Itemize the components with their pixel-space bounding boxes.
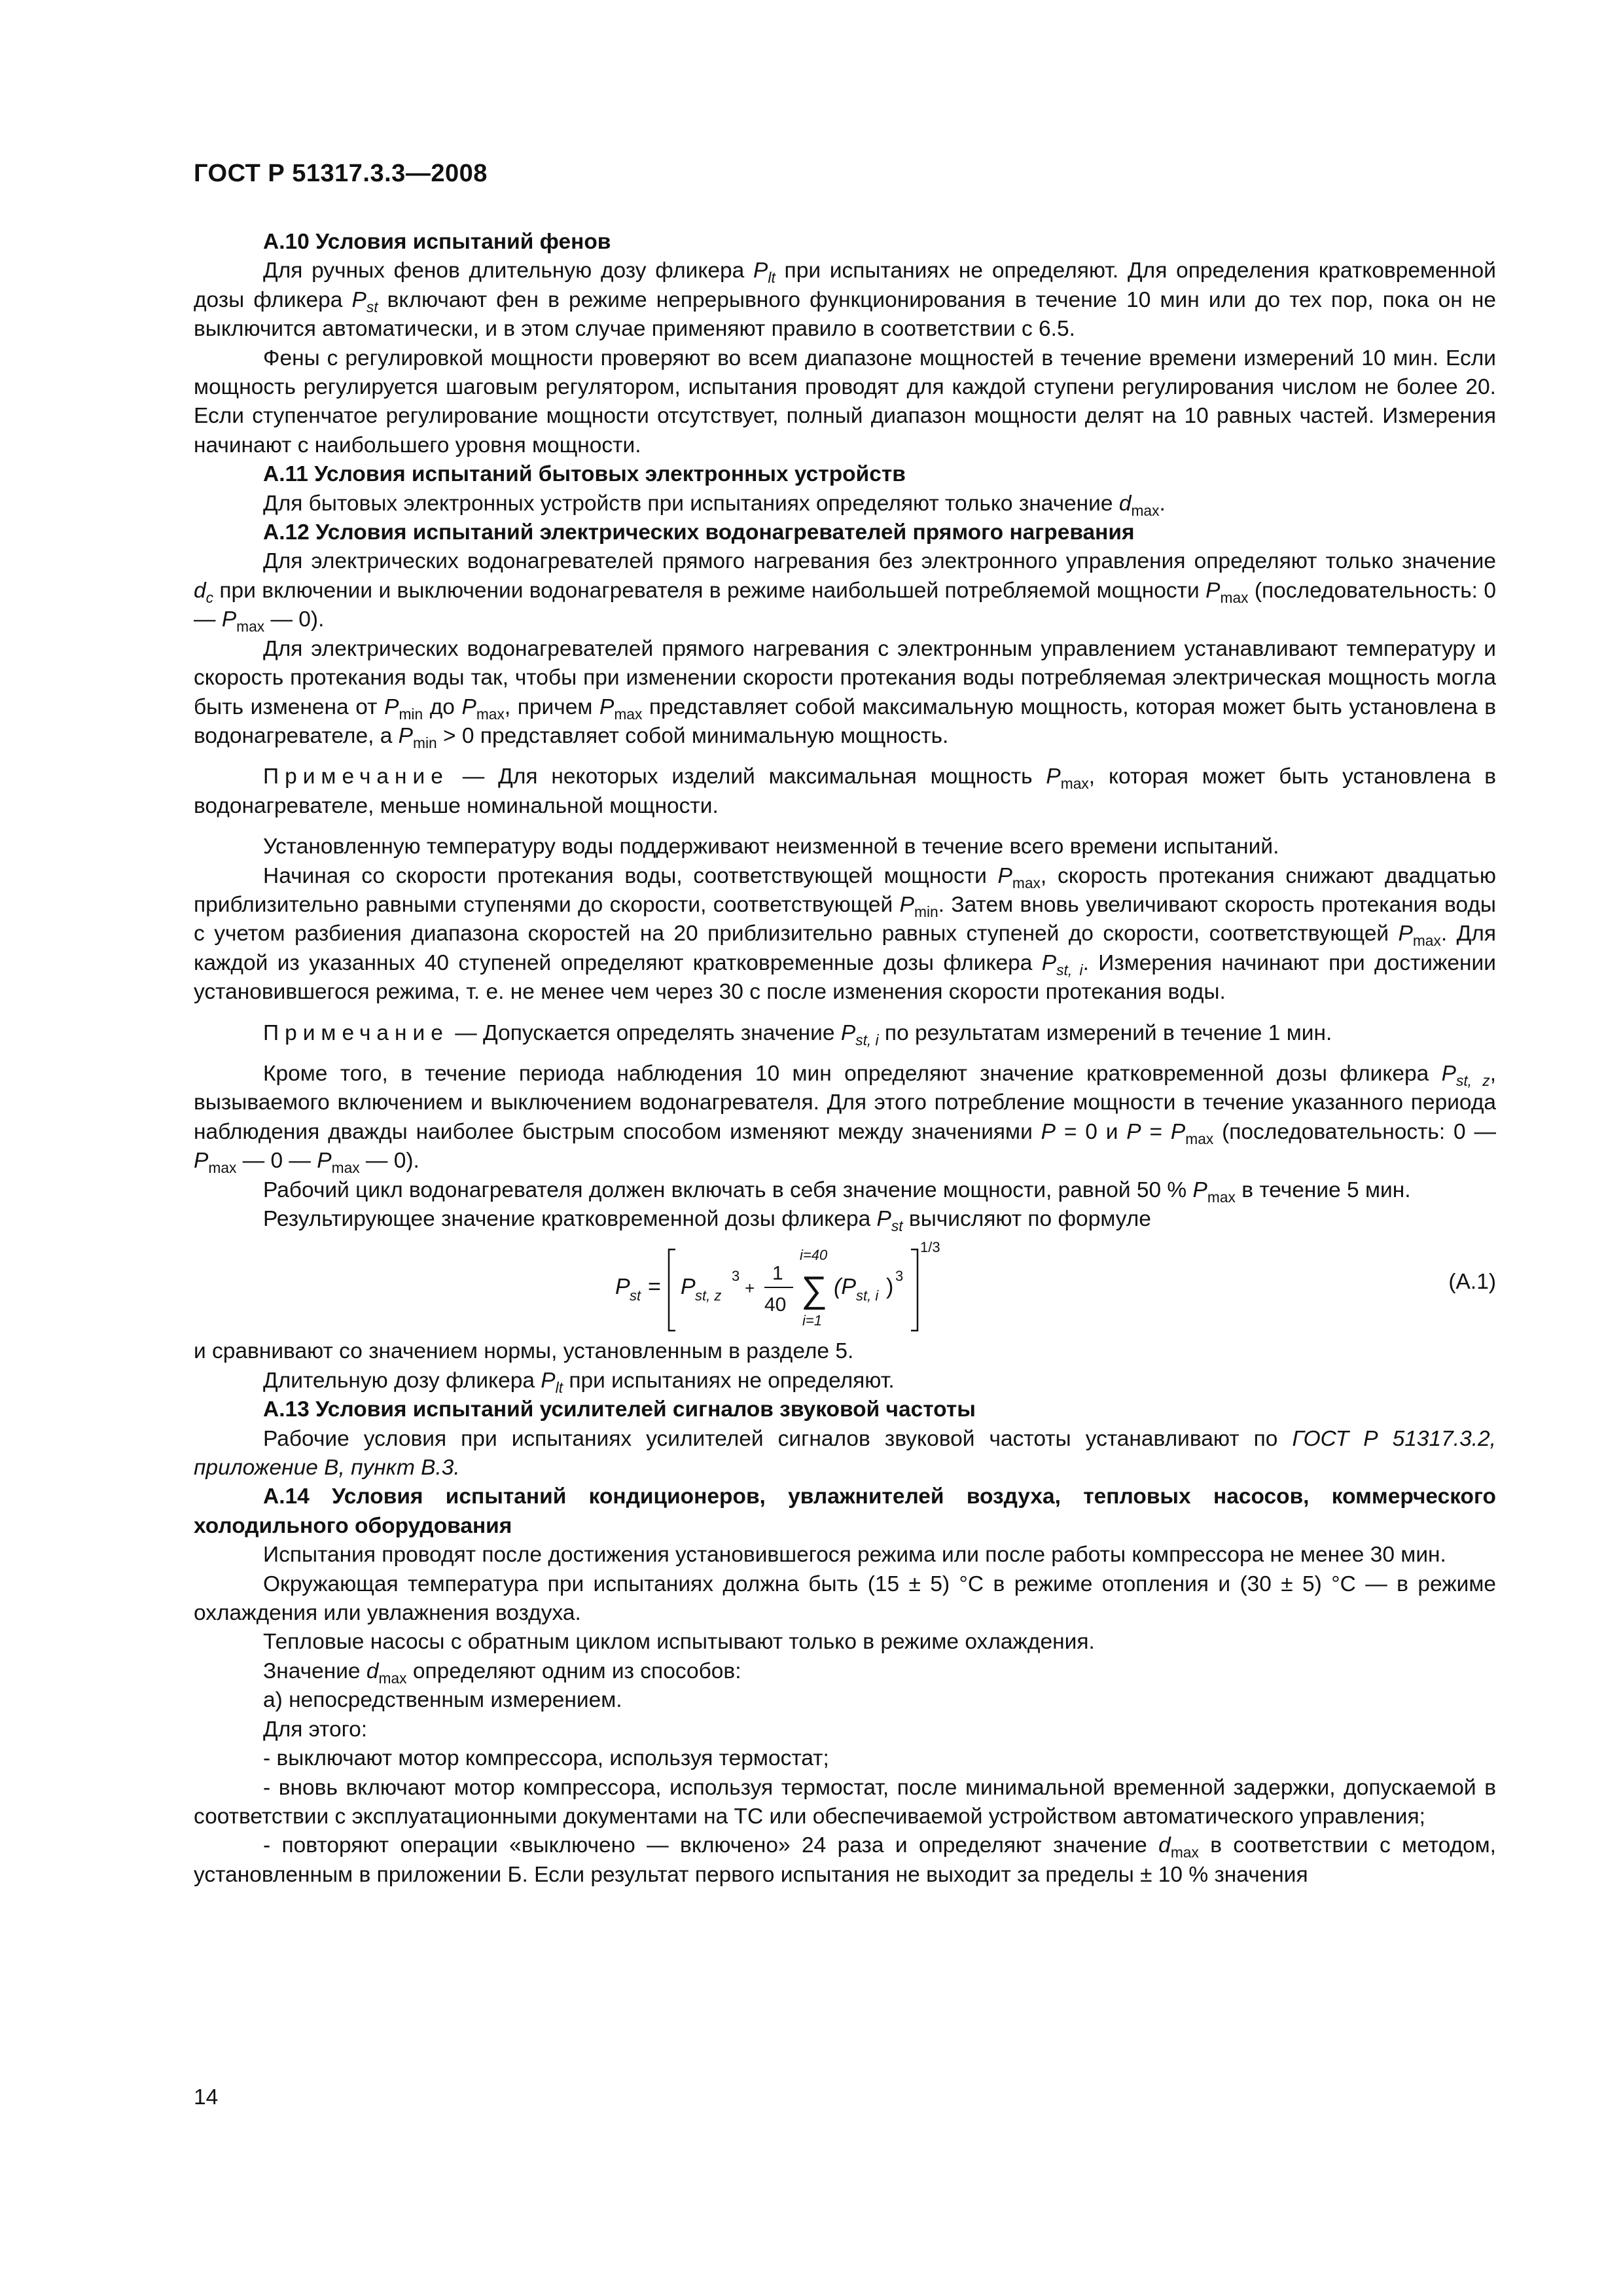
standard-header: ГОСТ Р 51317.3.3—2008 [194, 160, 488, 187]
formula-term1-sub: st, z [695, 1287, 722, 1304]
paragraph: Для этого: [263, 1717, 368, 1742]
paragraph: Установленную температуру воды поддерживают неизменной в течение всего времени испытаний. [263, 834, 1279, 859]
section-title-a11: А.11 Условия испытаний бытовых электронных устройств [263, 462, 906, 487]
note: Примечание — Допускается определять значение $P_{st, i}$ по результатам измерений в течение 1 мин. [263, 1020, 1332, 1049]
formula-sum-top: i=40 [800, 1247, 828, 1264]
formula-frac-den: 40 [764, 1294, 787, 1316]
formula-term2-exp: 3 [895, 1268, 904, 1285]
formula-outer-exp: 1/3 [920, 1239, 940, 1256]
paragraph: Окружающая температура при испытаниях должна быть (15 ± 5) °С в режиме отопления и (30 ± 5) °С — в режиме охлаждения или увлажнения воздуха. [194, 1571, 1496, 1626]
list-item: - выключают мотор компрессора, используя термостат; [263, 1746, 829, 1771]
paragraph: Фены с регулировкой мощности проверяют во всем диапазоне мощностей в течение времени измерений 10 мин. Если мощность регулируется шаговым регулятором, испытания проводят для каждой ступени регулирования числом не более 20. Если ступенчатое регулирование мощности отсутствует, полный диапазон мощности делят на 10 равных частей. Измерения начинают с наибольшего уровня мощности. [194, 346, 1496, 457]
note: Примечание — Для некоторых изделий максимальная мощность $P_{max}$, которая может быть установлена в водонагревателе, меньше номинальной мощности. [194, 764, 1496, 818]
paragraph: Длительную дозу фликера $P_{lt}$ при испытаниях не определяют. [263, 1368, 895, 1396]
paragraph: Начиная со скорости протекания воды, соответствующей мощности $P_{max}$, скорость протекания снижают двадцатью приблизительно равными ступенями до скорости, соответствующей $P_{min}$. Затем вновь увеличивают скорость протекания воды с учетом разбиения диапазона скоростей на 20 приблизительно равных ступеней до скорости, соответствующей $P_{max}$. Для каждой из указанных 40 ступеней определяют кратковременные дозы фликера $P_{st, i}$. Измерения начинают при достижении установившегося режима, т. е. не менее чем через 30 с после изменения скорости протекания воды. [194, 863, 1496, 1005]
page-number: 14 [194, 2085, 219, 2109]
formula-lhs-sub: st [630, 1287, 641, 1304]
section-title-a13: А.13 Условия испытаний усилителей сигналов звуковой частоты [263, 1397, 976, 1422]
formula-number: (А.1) [1448, 1270, 1496, 1295]
paragraph: Тепловые насосы с обратным циклом испытывают только в режиме охлаждения. [263, 1630, 1095, 1655]
formula-graphic [613, 1234, 1018, 1338]
section-title-a14: А.14 Условия испытаний кондиционеров, увлажнителей воздуха, тепловых насосов, коммерческого холодильного оборудования [194, 1484, 1496, 1538]
formula-sigma: ∑ [801, 1268, 827, 1310]
section-title-a12: А.12 Условия испытаний электрических водонагревателей прямого нагревания [263, 520, 1135, 545]
paragraph: Рабочие условия при испытаниях усилителей сигналов звуковой частоты устанавливают по ГОСТ Р 51317.3.2, приложение В, пункт В.3. [194, 1426, 1496, 1480]
paragraph: Рабочий цикл водонагревателя должен включать в себя значение мощности, равной 50 % $P_{max}$ в течение 5 мин. [263, 1177, 1411, 1206]
paragraph: Значение $d_{max}$ определяют одним из способов: [263, 1659, 741, 1687]
paragraph: Испытания проводят после достижения установившегося режима или после работы компрессора не менее 30 мин. [263, 1543, 1446, 1568]
formula-right-bracket [911, 1249, 918, 1331]
list-item: а) непосредственным измерением. [263, 1688, 622, 1713]
section-title-a10: А.10 Условия испытаний фенов [263, 230, 611, 254]
document-body [194, 228, 1496, 1890]
paragraph: Результирующее значение кратковременной дозы фликера $P_{st}$ вычисляют по формуле [263, 1207, 1151, 1234]
formula-frac-num: 1 [772, 1263, 783, 1285]
formula-term1: P [681, 1274, 696, 1300]
formula-a1 [194, 1238, 1496, 1336]
paragraph: Для бытовых электронных устройств при испытаниях определяют только значение $d_{max}$. [263, 491, 1166, 519]
formula-term1-exp: 3 [732, 1268, 740, 1285]
paragraph: Для электрических водонагревателей прямого нагревания без электронного управления определяют только значение $d_c$ при включении и выключении водонагревателя в режиме наибольшей потребляемой мощности $P_{max}$ (последовательность: 0 — $P_{max}$ — 0). [194, 549, 1496, 636]
paragraph: Кроме того, в течение периода наблюдения 10 мин определяют значение кратковременной дозы фликера $P_{st, z}$, вызываемого включением и выключением водонагревателя. Для этого потребление мощности в течение указанного периода наблюдения дважды наиболее быстрым способом изменяют между значениями P = 0 и $P = P_{max}$ (последовательность: 0 — $P_{max}$ — 0 — $P_{max}$ — 0). [194, 1061, 1496, 1177]
reference-link: ГОСТ Р 51317.3.2, приложение В, пункт В.3. [194, 1426, 1496, 1480]
formula-term2-close: ) [886, 1274, 894, 1300]
list-item: - повторяют операции «выключено — включено» 24 раза и определяют значение $d_{max}$ в соответствии с методом, установленным в приложении Б. Если результат первого испытания не выходит за пределы ± 10 % значения [194, 1833, 1496, 1887]
list-item: - вновь включают мотор компрессора, используя термостат, после минимальной временной задержки, допускаемой в соответствии с эксплуатационными документами на ТС или обеспечиваемой устройством автоматического управления; [194, 1775, 1496, 1829]
formula-sum-bottom: i=1 [802, 1312, 822, 1329]
formula-term2: (P [834, 1274, 856, 1300]
paragraph: Для ручных фенов длительную дозу фликера $P_{lt}$ при испытаниях не определяют. Для определения кратковременной дозы фликера $P_{st}$ включают фен в режиме непрерывного функционирования в течение 10 мин или до тех пор, пока он не выключится автоматически, и в этом случае применяют правило в соответствии с 6.5. [194, 259, 1496, 342]
formula-plus: + [745, 1278, 755, 1299]
formula-lhs: P [615, 1274, 630, 1300]
formula-term2-sub: st, i [856, 1287, 879, 1304]
paragraph: Для электрических водонагревателей прямого нагревания с электронным управлением устанавливают температуру и скорость протекания воды так, чтобы при изменении скорости протекания воды потребляемая электрическая мощность могла быть изменена от $P_{min}$ до $P_{max}$, причем $P_{max}$ представляет собой максимальную мощность, которая может быть установлена в водонагревателе, а $P_{min} > 0$ представляет собой минимальную мощность. [194, 636, 1496, 751]
paragraph: и сравнивают со значением нормы, установленным в разделе 5. [194, 1339, 854, 1364]
formula-equals: = [648, 1274, 661, 1300]
formula-left-bracket [669, 1249, 675, 1331]
